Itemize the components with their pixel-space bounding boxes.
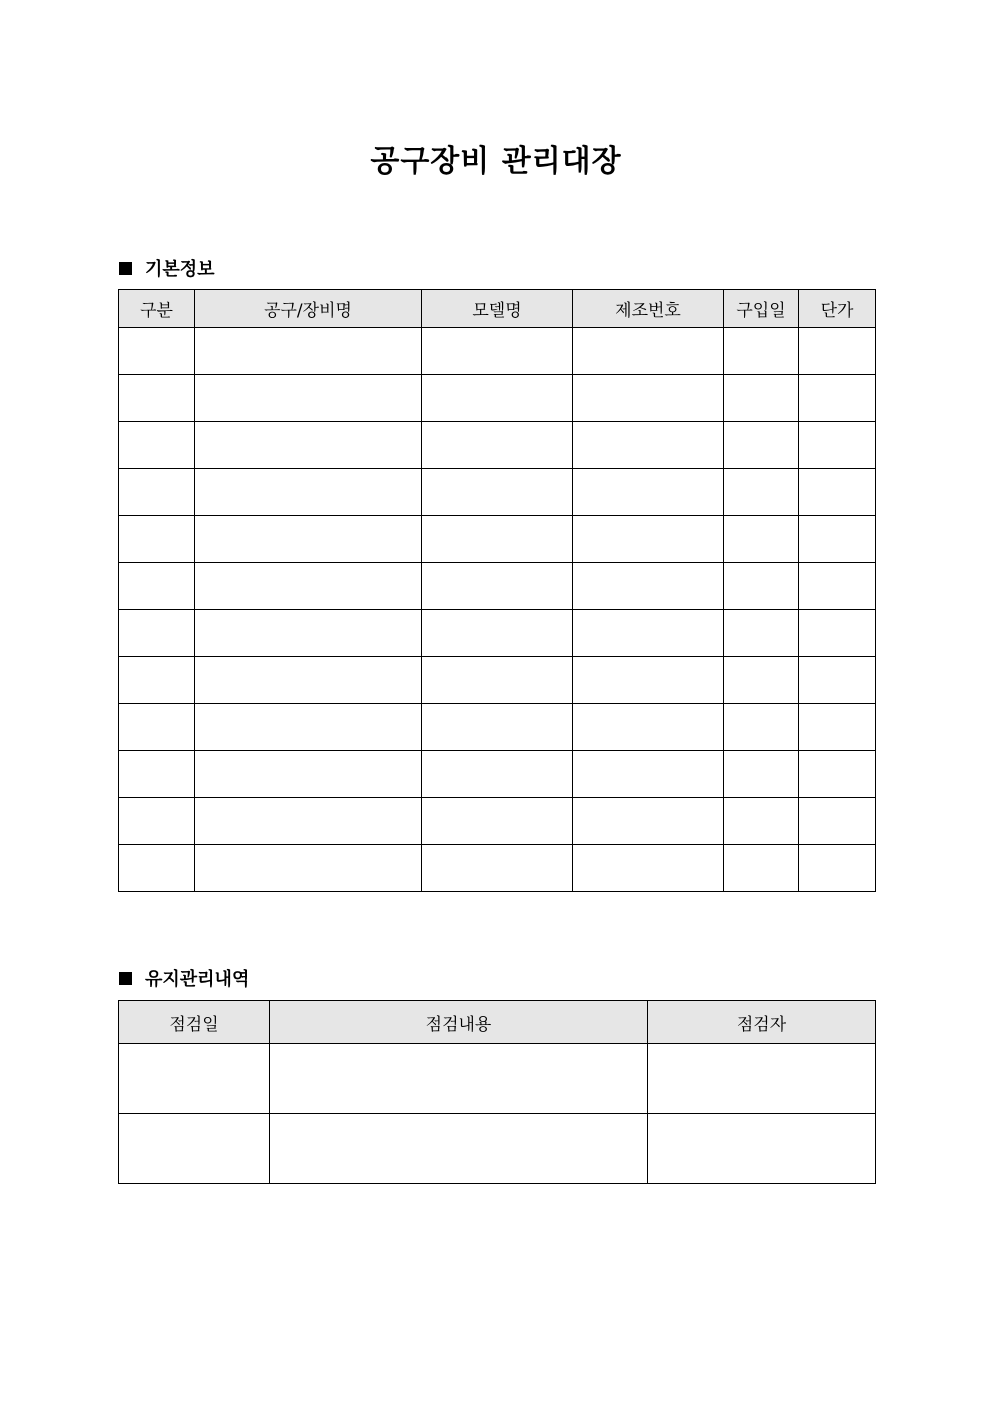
table-cell[interactable] [724,704,799,751]
table-cell[interactable] [119,563,195,610]
table-row [119,328,876,375]
table-cell[interactable] [724,610,799,657]
section-heading-maintenance [119,965,249,991]
table-cell[interactable] [119,1044,270,1114]
table-cell[interactable] [573,422,724,469]
table-cell[interactable] [573,845,724,892]
basic-info-table [118,289,876,892]
table-cell[interactable] [195,610,422,657]
table-cell[interactable] [195,469,422,516]
table-cell[interactable] [724,657,799,704]
table-cell[interactable] [195,798,422,845]
table-cell[interactable] [119,657,195,704]
table-cell[interactable] [422,516,573,563]
maintenance-table [118,1000,876,1184]
table-row [119,422,876,469]
table-cell[interactable] [724,469,799,516]
table-cell[interactable] [573,328,724,375]
table-cell[interactable] [422,563,573,610]
table-cell[interactable] [119,751,195,798]
table-row [119,1114,876,1184]
table-cell[interactable] [799,516,876,563]
table-cell[interactable] [119,375,195,422]
table-cell[interactable] [422,422,573,469]
table-cell[interactable] [799,469,876,516]
table-cell[interactable] [195,422,422,469]
section-heading-label: 기본정보 [145,259,215,280]
table-cell[interactable] [195,751,422,798]
table-cell[interactable] [195,516,422,563]
table-row [119,516,876,563]
table-cell[interactable] [799,375,876,422]
table-cell[interactable] [799,704,876,751]
table-cell[interactable] [422,375,573,422]
table-cell[interactable] [573,798,724,845]
table-cell[interactable] [119,798,195,845]
table-cell[interactable] [119,469,195,516]
table-cell[interactable] [573,516,724,563]
table-cell[interactable] [573,469,724,516]
table-row [119,375,876,422]
table-cell[interactable] [119,1114,270,1184]
square-bullet-icon [119,262,132,275]
table-cell[interactable] [799,845,876,892]
table-header-row [119,290,876,328]
table-row [119,798,876,845]
table-cell[interactable] [119,328,195,375]
table-cell[interactable] [573,704,724,751]
table-row [119,845,876,892]
table-header-row [119,1001,876,1044]
column-header-category: 구분 [119,290,195,328]
table-cell[interactable] [119,610,195,657]
column-header-inspection-date: 점검일 [119,1001,270,1044]
table-cell[interactable] [799,798,876,845]
section-heading-label: 유지관리내역 [145,969,250,990]
table-cell[interactable] [119,845,195,892]
table-cell[interactable] [573,610,724,657]
table-cell[interactable] [573,657,724,704]
table-cell[interactable] [195,563,422,610]
table-cell[interactable] [422,845,573,892]
column-header-unit-price: 단가 [799,290,876,328]
table-cell[interactable] [422,798,573,845]
table-row [119,610,876,657]
table-cell[interactable] [724,798,799,845]
table-cell[interactable] [799,657,876,704]
column-header-inspector: 점검자 [648,1001,876,1044]
table-cell[interactable] [799,328,876,375]
table-cell[interactable] [422,751,573,798]
table-cell[interactable] [799,422,876,469]
table-cell[interactable] [724,375,799,422]
table-cell[interactable] [799,610,876,657]
table-cell[interactable] [799,563,876,610]
table-cell[interactable] [422,704,573,751]
table-cell[interactable] [119,704,195,751]
document-title: 공구장비 관리대장 [370,144,622,179]
column-header-inspection-details: 점검내용 [270,1001,648,1044]
table-row [119,469,876,516]
table-cell[interactable] [422,610,573,657]
table-cell[interactable] [573,375,724,422]
table-row [119,657,876,704]
table-row [119,563,876,610]
table-cell[interactable] [119,422,195,469]
table-cell[interactable] [648,1114,876,1184]
table-row [119,751,876,798]
table-cell[interactable] [422,328,573,375]
table-cell[interactable] [422,657,573,704]
table-cell[interactable] [195,657,422,704]
table-cell[interactable] [195,845,422,892]
table-cell[interactable] [573,563,724,610]
table-cell[interactable] [724,845,799,892]
table-cell[interactable] [422,469,573,516]
table-cell[interactable] [195,375,422,422]
table-cell[interactable] [270,1044,648,1114]
table-row [119,704,876,751]
column-header-serial-number: 제조번호 [573,290,724,328]
table-cell[interactable] [195,704,422,751]
table-cell[interactable] [648,1044,876,1114]
table-cell[interactable] [724,751,799,798]
table-cell[interactable] [270,1114,648,1184]
section-heading-basic-info [119,255,215,281]
table-cell[interactable] [724,516,799,563]
table-cell[interactable] [724,328,799,375]
table-cell[interactable] [195,328,422,375]
column-header-model: 모델명 [422,290,573,328]
table-cell[interactable] [119,516,195,563]
square-bullet-icon [119,972,132,985]
column-header-purchase-date: 구입일 [724,290,799,328]
table-cell[interactable] [573,751,724,798]
table-cell[interactable] [724,422,799,469]
table-cell[interactable] [799,751,876,798]
table-cell[interactable] [724,563,799,610]
column-header-tool-name: 공구/장비명 [195,290,422,328]
table-row [119,1044,876,1114]
